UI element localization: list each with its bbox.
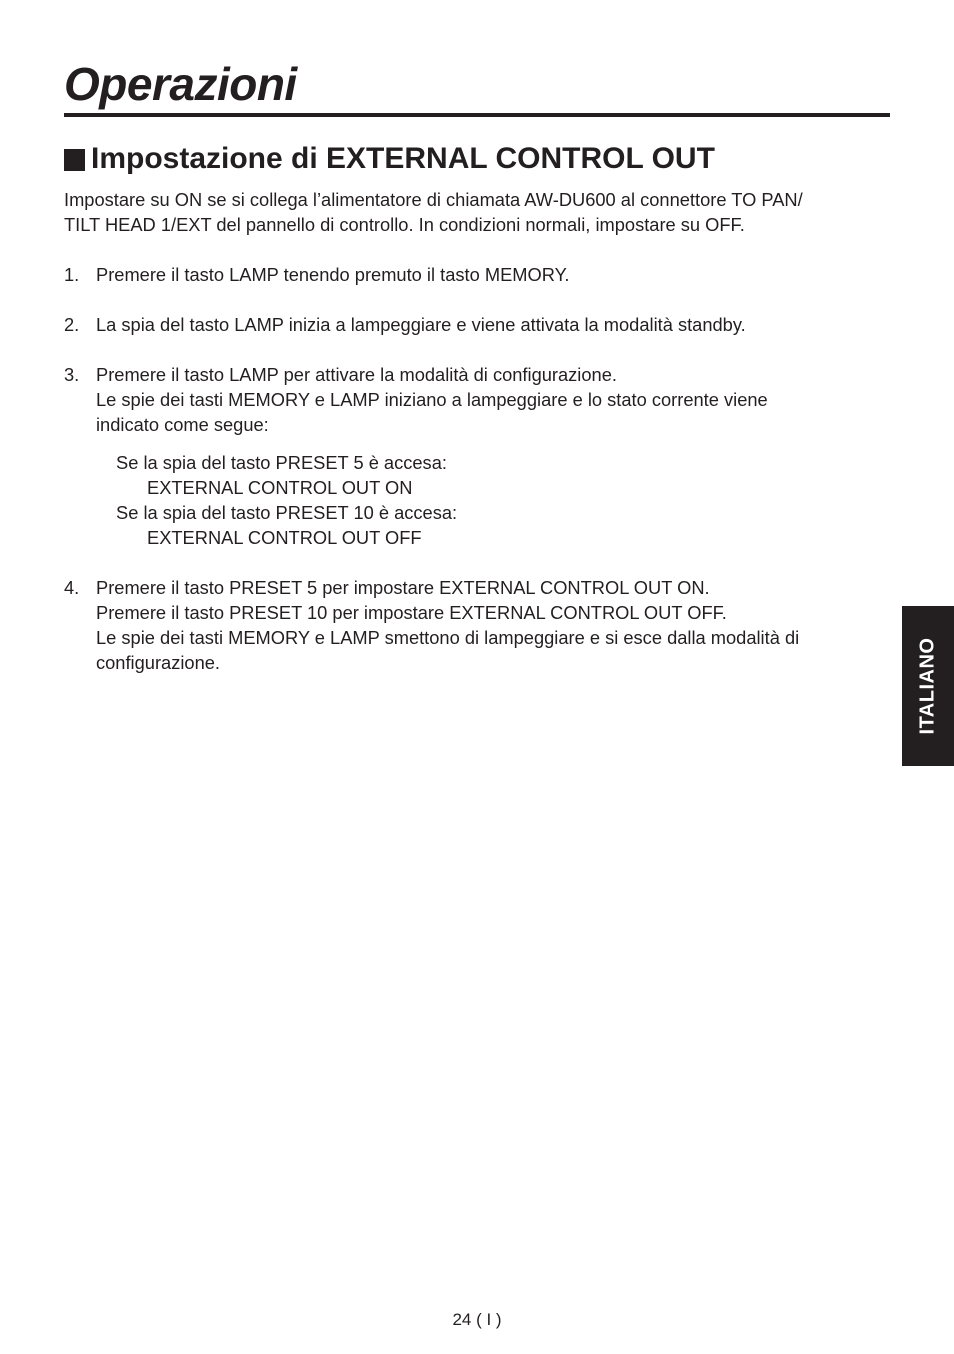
page-number: 24 ( I ) (452, 1310, 502, 1329)
title-divider (64, 113, 890, 117)
black-square-icon (64, 149, 85, 171)
step-4 (64, 575, 894, 675)
step-2 (64, 312, 894, 337)
step-line: Premere il tasto LAMP tenendo premuto il tasto MEMORY. (96, 264, 570, 285)
intro-paragraph (64, 187, 894, 237)
step-number: 2. (64, 314, 80, 335)
step-line: Le spie dei tasti MEMORY e LAMP iniziano a lampeggiare e lo stato corrente viene (96, 389, 768, 410)
step-line: La spia del tasto LAMP inizia a lampeggiare e viene attivata la modalità standby. (96, 314, 746, 335)
step-3 (64, 362, 894, 550)
status-block (116, 450, 894, 550)
status-condition: Se la spia del tasto PRESET 5 è accesa: (116, 452, 447, 473)
step-line: Premere il tasto PRESET 10 per impostare EXTERNAL CONTROL OUT OFF. (96, 602, 727, 623)
page-title: Operazioni (64, 58, 297, 110)
section-heading-text: Impostazione di EXTERNAL CONTROL OUT (91, 142, 715, 175)
status-result: EXTERNAL CONTROL OUT ON (147, 477, 413, 498)
intro-line: TILT HEAD 1/EXT del pannello di controllo. In condizioni normali, impostare su OFF. (64, 214, 745, 235)
section-heading (64, 140, 715, 178)
step-line: Premere il tasto PRESET 5 per impostare EXTERNAL CONTROL OUT ON. (96, 577, 710, 598)
steps-list (64, 262, 894, 675)
step-line: configurazione. (96, 652, 220, 673)
step-number: 1. (64, 264, 80, 285)
intro-line: Impostare su ON se si collega l’alimentatore di chiamata AW-DU600 al connettore TO PAN/ (64, 189, 803, 210)
status-condition: Se la spia del tasto PRESET 10 è accesa: (116, 502, 458, 523)
language-tab-label: ITALIANO (916, 637, 939, 735)
step-line: indicato come segue: (96, 414, 269, 435)
language-tab (902, 606, 954, 766)
step-number: 4. (64, 577, 80, 598)
step-number: 3. (64, 364, 80, 385)
step-1 (64, 262, 894, 287)
step-line: Premere il tasto LAMP per attivare la modalità di configurazione. (96, 364, 617, 385)
step-line: Le spie dei tasti MEMORY e LAMP smettono di lampeggiare e si esce dalla modalità di (96, 627, 800, 648)
status-result: EXTERNAL CONTROL OUT OFF (147, 527, 422, 548)
